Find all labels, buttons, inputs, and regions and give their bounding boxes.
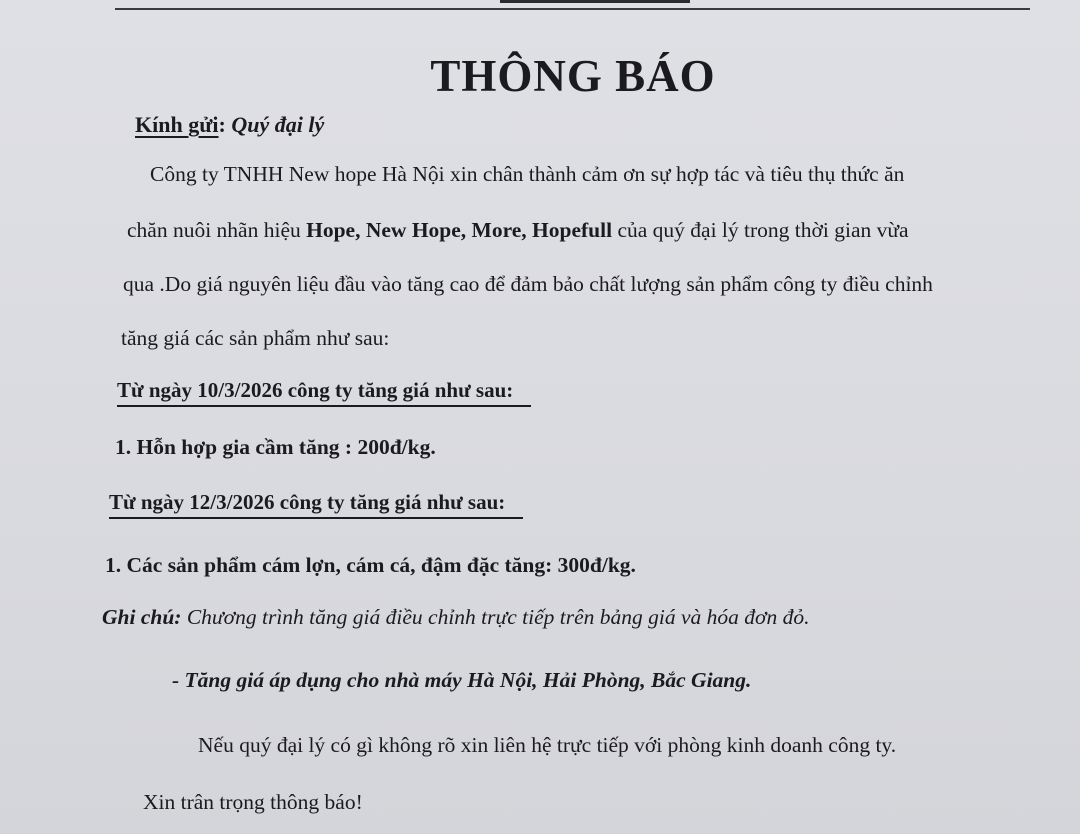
brand-names: Hope, New Hope, More, Hopefull: [306, 218, 613, 242]
salutation-recipient: Quý đại lý: [231, 112, 325, 137]
closing-line: Xin trân trọng thông báo!: [143, 790, 363, 814]
para1-line3: qua .Do giá nguyên liệu đầu vào tăng cao để đảm bảo chất lượng sản phẩm công ty điều chỉnh: [123, 272, 933, 296]
para1-line2: [127, 218, 909, 243]
para1-line2-pre: chăn nuôi nhãn hiệu: [127, 218, 307, 242]
salutation-label: Kính gửi: [135, 112, 219, 137]
section2-item: 1. Các sản phẩm cám lợn, cám cá, đậm đặc tăng: 300đ/kg.: [105, 553, 636, 577]
note-bullet: - Tăng giá áp dụng cho nhà máy Hà Nội, Hải Phòng, Bắc Giang.: [172, 668, 752, 692]
contact-line: Nếu quý đại lý có gì không rõ xin liên hệ trực tiếp với phòng kinh doanh công ty.: [198, 733, 897, 757]
para1-line1: Công ty TNHH New hope Hà Nội xin chân thành cảm ơn sự hợp tác và tiêu thụ thức ăn: [150, 162, 905, 186]
note-text: Chương trình tăng giá điều chỉnh trực tiếp trên bảng giá và hóa đơn đỏ.: [181, 605, 810, 629]
section1-heading: [117, 378, 531, 407]
section1-heading-text: Từ ngày 10/3/2026 công ty tăng giá như sau:: [117, 378, 531, 407]
para1-line4: tăng giá các sản phẩm như sau:: [121, 326, 390, 350]
note-label: Ghi chú:: [102, 605, 182, 629]
notice-title: THÔNG BÁO: [430, 51, 716, 101]
section2-heading-text: Từ ngày 12/3/2026 công ty tăng giá như sau:: [109, 490, 523, 519]
salutation-colon: :: [218, 112, 226, 137]
section2-heading: [109, 490, 523, 519]
top-rule-accent: [500, 0, 690, 3]
salutation: [135, 112, 324, 138]
para1-line2-post: của quý đại lý trong thời gian vừa: [612, 218, 909, 242]
note-line: [102, 605, 810, 630]
section1-item: 1. Hỗn hợp gia cầm tăng : 200đ/kg.: [115, 435, 436, 459]
top-rule: [115, 8, 1030, 10]
